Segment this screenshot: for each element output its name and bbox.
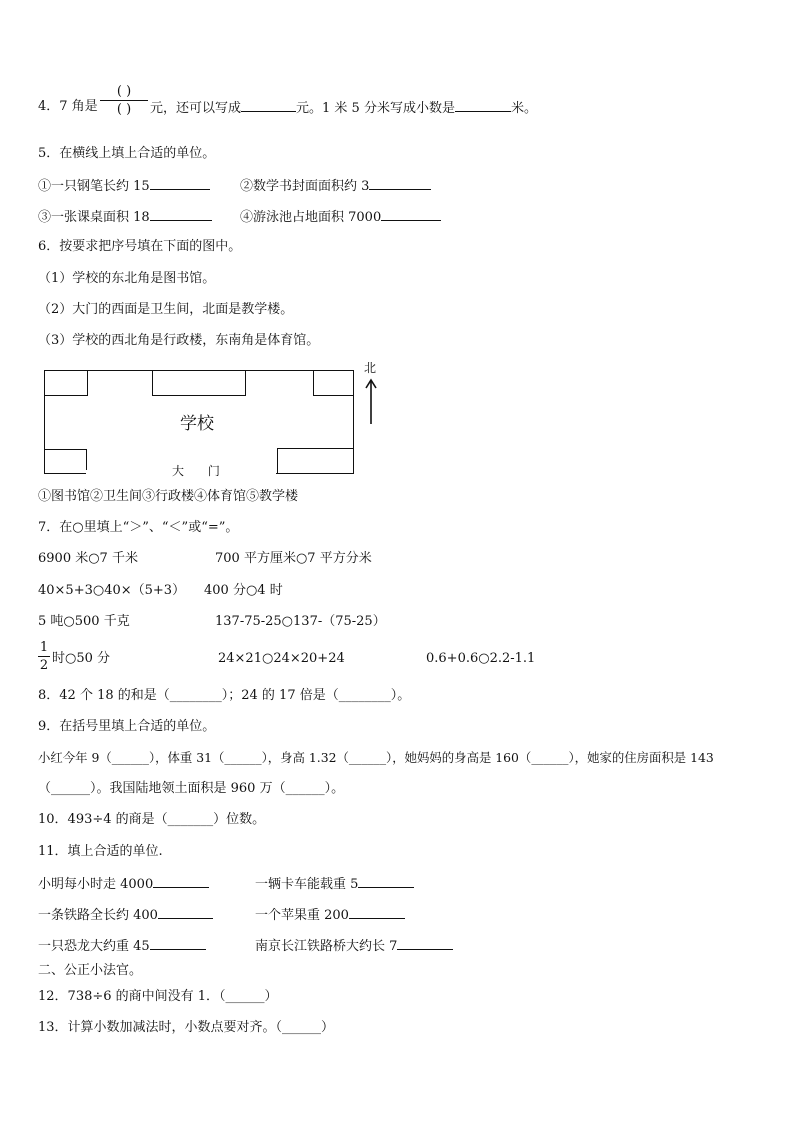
q7-r2a: 40×5+3○40×（5+3） [38, 583, 186, 598]
q5-blank-1[interactable] [150, 177, 210, 190]
map-box-north[interactable] [152, 370, 246, 396]
q5-blank-4[interactable] [381, 208, 441, 221]
q5-item-1-label: ①一只钢笔长约 15 [38, 179, 150, 194]
fraction-bar [38, 656, 50, 657]
q9-line-1: 小红今年 9（______），体重 31（______），身高 1.32（______），她妈妈的身高是 160（______），她家的住房面积是 143 [38, 750, 714, 765]
q6-title: 6．按要求把序号填在下面的图中。 [38, 239, 242, 254]
q5-item-2-label: ②数学书封面面积约 3 [240, 179, 370, 194]
q7-r4b: 24×21○24×20+24 [218, 651, 345, 666]
q4-mid2: 元。1 米 5 分米写成小数是 [296, 101, 455, 116]
q11-title: 11．填上合适的单位. [38, 844, 163, 859]
q7-r3a: 5 吨○500 千克 [38, 614, 130, 629]
q9-line-2: （______）。我国陆地领土面积是 960 万（______）。 [38, 781, 345, 796]
q5-item-4 [240, 208, 441, 226]
q11-item-2-label: 一辆卡车能载重 5 [255, 877, 359, 892]
map-box-northwest[interactable] [44, 370, 88, 396]
q6-line-2: （2）大门的西面是卫生间，北面是教学楼。 [38, 302, 294, 317]
map-north-label: 北 [364, 361, 377, 375]
q11-item-5-label: 一只恐龙大约重 45 [38, 939, 150, 954]
q7-r4c: 0.6+0.6○2.2-1.1 [426, 651, 536, 666]
q5-item-4-label: ④游泳池占地面积 7000 [240, 210, 382, 225]
q11-item-1 [38, 875, 209, 893]
q11-blank-3[interactable] [158, 906, 213, 919]
q4-fraction-denominator: ( ) [116, 102, 132, 117]
q4-end: 米。 [510, 101, 537, 116]
q7-r3b: 137-75-25○137-（75-25） [215, 614, 386, 629]
q6-line-3: （3）学校的西北角是行政楼，东南角是体育馆。 [38, 333, 320, 348]
q4-fraction-numerator: ( ) [116, 84, 132, 99]
map-box-southwest[interactable] [44, 449, 87, 474]
q13-text: 13．计算小数加减法时，小数点要对齐。（______） [38, 1020, 335, 1035]
q10-text: 10．493÷4 的商是（_______）位数。 [38, 812, 266, 827]
q11-item-6 [255, 937, 453, 955]
q11-item-5 [38, 937, 206, 955]
q5-item-3 [38, 208, 212, 226]
map-box-northeast[interactable] [313, 370, 354, 396]
q6-legend: ①图书馆②卫生间③行政楼④体育馆⑤教学楼 [38, 489, 299, 504]
q5-blank-3[interactable] [150, 208, 212, 221]
q4-blank-1[interactable] [241, 99, 296, 112]
q5-blank-2[interactable] [369, 177, 431, 190]
q11-blank-4[interactable] [349, 906, 405, 919]
q5-title: 5．在横线上填上合适的单位。 [38, 146, 216, 161]
q6-line-1: （1）学校的东北角是图书馆。 [38, 271, 216, 286]
fraction-bar [100, 100, 148, 101]
q4-blank-2[interactable] [455, 99, 511, 112]
q4-text [150, 99, 537, 117]
q11-item-3-label: 一条铁路全长约 400 [38, 908, 158, 923]
q7-title: 7．在○里填上“＞”、“＜”或“=”。 [38, 520, 239, 535]
q7-r2b: 400 分○4 时 [204, 583, 283, 598]
q5-item-3-label: ③一张课桌面积 18 [38, 210, 150, 225]
q5-item-2 [240, 177, 431, 195]
map-gate-label: 大 门 [172, 464, 230, 478]
q7-half-numerator: 1 [39, 640, 49, 655]
section-2-title: 二、公正小法官。 [38, 963, 143, 978]
q11-item-1-label: 小明每小时走 4000 [38, 877, 154, 892]
q7-half-denominator: 2 [39, 658, 49, 673]
q11-item-3 [38, 906, 213, 924]
q11-item-4 [255, 906, 405, 924]
q4-prefix: 4．7 角是 [38, 99, 98, 114]
q11-item-2 [255, 875, 414, 893]
q7-r4a: 时○50 分 [52, 651, 111, 666]
map-school-label: 学校 [180, 414, 214, 434]
q8-text: 8．42 个 18 的和是（________）；24 的 17 倍是（________）。 [38, 688, 411, 703]
north-arrow-icon [364, 378, 378, 426]
q7-half-fraction [38, 640, 50, 673]
q11-item-6-label: 南京长江铁路桥大约长 7 [255, 939, 398, 954]
q11-blank-1[interactable] [153, 875, 209, 888]
q11-item-4-label: 一个苹果重 200 [255, 908, 349, 923]
q4-fraction [100, 84, 148, 117]
q11-blank-5[interactable] [150, 937, 206, 950]
q7-r1b: 700 平方厘米○7 平方分米 [215, 551, 372, 566]
q11-blank-2[interactable] [358, 875, 414, 888]
map-box-southeast[interactable] [277, 448, 354, 474]
q12-text: 12．738÷6 的商中间没有 1．（______） [38, 989, 278, 1004]
q7-r1a: 6900 米○7 千米 [38, 551, 138, 566]
q9-title: 9．在括号里填上合适的单位。 [38, 719, 216, 734]
q5-item-1 [38, 177, 210, 195]
q4-mid: 元，还可以写成 [150, 101, 242, 116]
q11-blank-6[interactable] [397, 937, 453, 950]
